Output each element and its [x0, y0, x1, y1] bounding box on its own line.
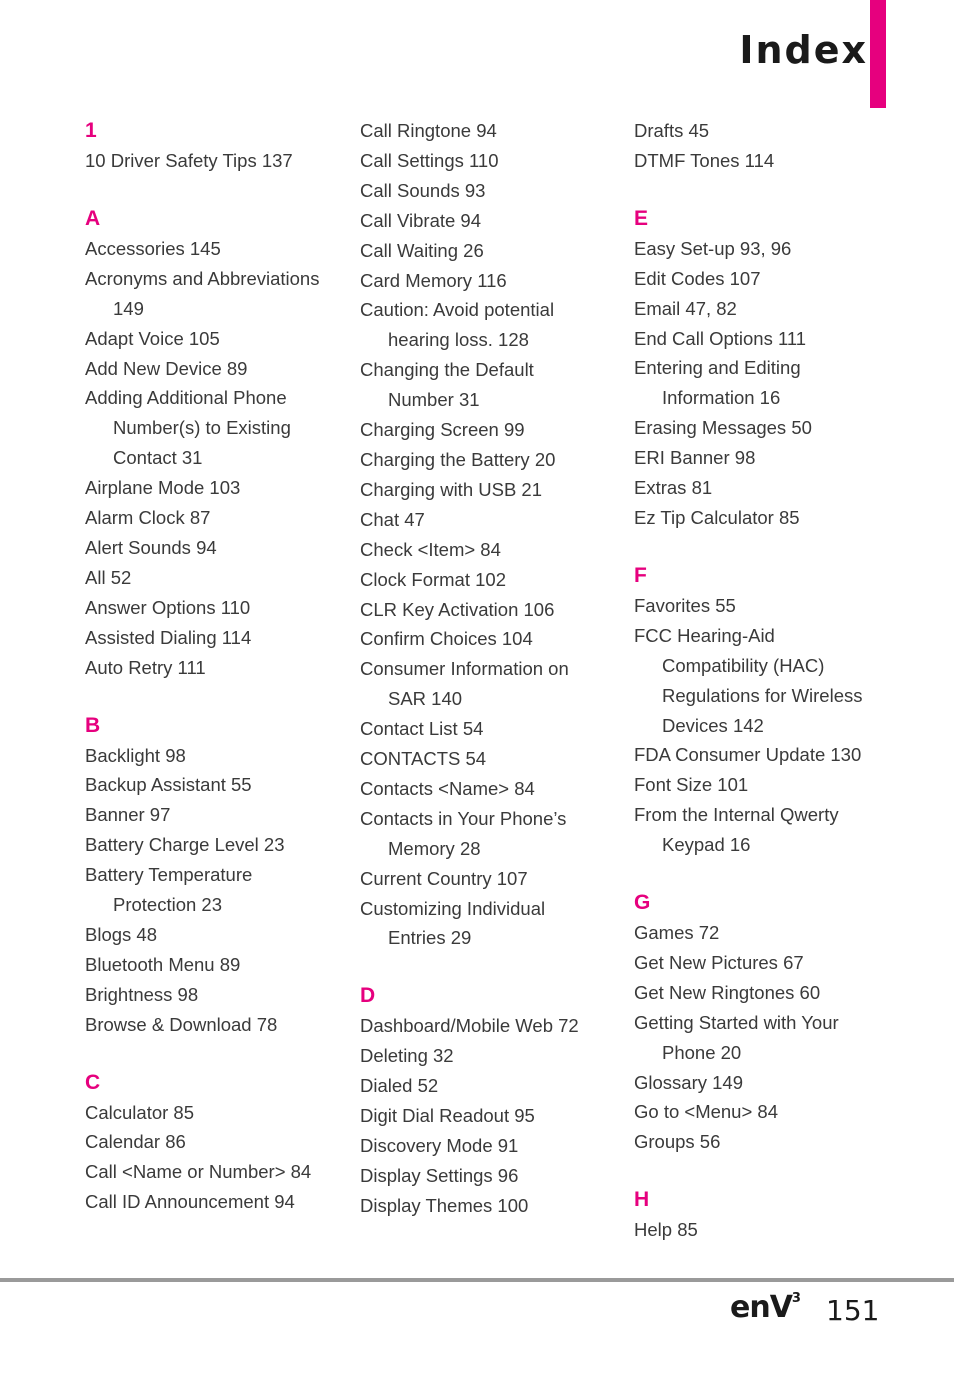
index-entry-text: Call Waiting 26	[360, 239, 484, 261]
index-entry-text: Drafts 45	[634, 120, 710, 141]
index-entry-continuation: Protection 23	[113, 894, 223, 916]
index-entry	[360, 654, 630, 714]
index-entry-text: Easy Set-up 93, 96	[634, 237, 792, 259]
index-entry-text: Alarm Clock 87	[85, 507, 211, 529]
index-entry	[634, 264, 904, 294]
index-column-2	[360, 116, 630, 1221]
index-entry-text: Erasing Messages 50	[634, 417, 812, 439]
index-entry-text: CONTACTS 54	[360, 748, 487, 770]
index-entry	[360, 146, 630, 176]
title-accent-bar	[870, 0, 886, 108]
index-entry	[85, 473, 355, 503]
index-entry-text: Extras 81	[634, 477, 713, 499]
index-entry-text: Dashboard/Mobile Web 72	[360, 1015, 579, 1037]
index-entry-text: Confirm Choices 104	[360, 628, 533, 650]
index-entry-text: Clock Format 102	[360, 568, 506, 590]
index-entry	[634, 324, 904, 354]
index-entry-text: Check <Item> 84	[360, 538, 501, 560]
index-entry-text: Favorites 55	[634, 594, 736, 616]
index-entry-text: Contacts <Name> 84	[360, 777, 535, 799]
index-entry	[85, 741, 355, 771]
index-entry	[634, 503, 904, 533]
index-entry	[634, 294, 904, 324]
index-entry	[85, 234, 355, 264]
index-entry-text: Groups 56	[634, 1131, 721, 1153]
index-entry-text: ERI Banner 98	[634, 447, 756, 469]
page-number: 151	[826, 1294, 880, 1327]
index-entry-text: Email 47, 82	[634, 297, 737, 319]
index-entry	[634, 591, 904, 621]
index-entry	[360, 1041, 630, 1071]
index-entry	[360, 415, 630, 445]
index-entry	[360, 864, 630, 894]
index-entry-text: Ez Tip Calculator 85	[634, 506, 800, 528]
index-column-1	[85, 116, 355, 1217]
index-entry	[360, 116, 630, 146]
index-entry-text: Contact List 54	[360, 718, 484, 740]
index-entry	[360, 1161, 630, 1191]
index-entry-text: Battery Temperature	[85, 864, 253, 886]
index-entry-text: Getting Started with Your	[634, 1011, 839, 1033]
index-entry-text: Battery Charge Level 23	[85, 834, 285, 856]
index-entry	[360, 295, 630, 355]
index-entry-text: Changing the Default	[360, 359, 534, 381]
index-entry-continuation: Regulations for Wireless	[662, 684, 863, 706]
index-entry	[360, 535, 630, 565]
index-entry	[360, 595, 630, 625]
index-entry-text: Edit Codes 107	[634, 267, 761, 289]
index-entry	[360, 744, 630, 774]
index-entry-text: Digit Dial Readout 95	[360, 1105, 535, 1127]
index-entry-text: Bluetooth Menu 89	[85, 953, 241, 975]
index-letter-heading: D	[360, 984, 376, 1008]
index-entry	[85, 354, 355, 384]
index-entry-text: Call ID Announcement 94	[85, 1191, 295, 1213]
index-entry	[85, 830, 355, 860]
index-entry-text: Help 85	[634, 1219, 698, 1241]
index-entry-text: Backup Assistant 55	[85, 774, 252, 796]
index-entry-text: DTMF Tones 114	[634, 149, 775, 171]
index-entry	[85, 860, 355, 920]
index-letter-heading: B	[85, 713, 101, 737]
index-entry	[634, 413, 904, 443]
index-entry	[85, 800, 355, 830]
index-entry-text: Dialed 52	[360, 1075, 439, 1097]
index-entry	[360, 774, 630, 804]
index-letter-heading: A	[85, 206, 101, 230]
index-entry-text: Font Size 101	[634, 774, 749, 796]
index-entry	[85, 1098, 355, 1128]
index-entry-text: Entering and Editing	[634, 357, 801, 379]
index-entry-text: Caution: Avoid potential	[360, 299, 555, 321]
index-entry	[85, 1010, 355, 1040]
index-entry-text: Current Country 107	[360, 867, 528, 889]
index-entry-continuation: Phone 20	[662, 1041, 742, 1063]
index-entry-text: Display Settings 96	[360, 1164, 519, 1186]
index-entry-continuation: Compatibility (HAC)	[662, 654, 825, 676]
index-entry-text: Add New Device 89	[85, 357, 248, 379]
index-entry-text: FDA Consumer Update 130	[634, 744, 862, 766]
index-entry-text: Charging the Battery 20	[360, 448, 556, 470]
index-letter-heading: E	[634, 206, 649, 230]
index-entry	[360, 624, 630, 654]
index-entry	[634, 1068, 904, 1098]
index-entry-text: Chat 47	[360, 508, 425, 530]
index-entry	[634, 770, 904, 800]
index-entry-text: Airplane Mode 103	[85, 477, 241, 499]
index-entry	[634, 353, 904, 413]
index-entry	[85, 533, 355, 563]
index-entry-text: Glossary 149	[634, 1071, 743, 1093]
index-entry-continuation: Number(s) to Existing	[113, 417, 291, 439]
index-entry-text: Call <Name or Number> 84	[85, 1161, 312, 1183]
index-entry	[360, 176, 630, 206]
index-entry-continuation: Entries 29	[388, 927, 472, 949]
index-entry-text: Charging with USB 21	[360, 478, 543, 500]
index-entry	[634, 918, 904, 948]
index-entry	[634, 234, 904, 264]
index-entry	[85, 324, 355, 354]
index-entry-text: Browse & Download 78	[85, 1013, 278, 1035]
index-entry-continuation: Keypad 16	[662, 834, 751, 856]
index-entry-text: Discovery Mode 91	[360, 1135, 519, 1156]
index-entry-text: From the Internal Qwerty	[634, 804, 839, 826]
index-entry	[85, 920, 355, 950]
index-entry-text: Adding Additional Phone	[85, 387, 287, 409]
index-entry	[360, 894, 630, 954]
index-entry	[634, 621, 904, 741]
index-entry-text: Brightness 98	[85, 983, 199, 1005]
index-entry-text: Assisted Dialing 114	[85, 626, 252, 648]
index-entry	[360, 1011, 630, 1041]
page-title: Index	[739, 28, 868, 72]
index-entry-text: All 52	[85, 566, 132, 588]
index-entry	[85, 653, 355, 683]
index-entry-text: Blogs 48	[85, 923, 157, 945]
brand-logo: enV$^3$	[730, 1290, 801, 1325]
index-entry	[360, 1191, 630, 1221]
index-entry-text: Call Ringtone 94	[360, 120, 497, 141]
index-entry-text: Deleting 32	[360, 1045, 454, 1067]
index-entry-text: Customizing Individual	[360, 897, 546, 919]
index-entry-text: Accessories 145	[85, 237, 221, 259]
index-entry-text: Answer Options 110	[85, 596, 251, 618]
index-entry-continuation: 149	[113, 297, 144, 319]
index-entry	[360, 236, 630, 266]
index-entry	[85, 770, 355, 800]
index-entry-text: 10 Driver Safety Tips 137	[85, 150, 293, 171]
index-entry-text: Contacts in Your Phone’s	[360, 807, 567, 829]
index-entry-text: Calendar 86	[85, 1131, 186, 1153]
index-entry-text: Get New Pictures 67	[634, 951, 804, 973]
index-entry	[634, 1008, 904, 1068]
index-entry-continuation: hearing loss. 128	[388, 329, 529, 351]
index-entry-text: Go to <Menu> 84	[634, 1101, 778, 1123]
index-entry	[85, 1187, 355, 1217]
index-entry-text: Acronyms and Abbreviations	[85, 267, 320, 289]
index-entry-continuation: Devices 142	[662, 714, 764, 736]
index-entry-text: Calculator 85	[85, 1101, 195, 1123]
index-entry	[634, 146, 904, 176]
index-entry-text: End Call Options 111	[634, 327, 807, 349]
index-entry	[85, 264, 355, 324]
index-entry	[85, 563, 355, 593]
index-entry	[85, 146, 355, 176]
index-entry-text: Call Settings 110	[360, 149, 499, 171]
index-entry	[360, 804, 630, 864]
index-entry	[360, 445, 630, 475]
index-entry	[634, 1215, 904, 1245]
index-entry	[360, 1131, 630, 1161]
index-entry	[360, 206, 630, 236]
index-entry	[360, 355, 630, 415]
index-entry	[634, 473, 904, 503]
index-entry-text: Alert Sounds 94	[85, 536, 217, 558]
index-entry-text: Call Sounds 93	[360, 179, 486, 201]
index-entry-text: Display Themes 100	[360, 1194, 529, 1216]
index-entry-text: Charging Screen 99	[360, 419, 525, 441]
index-entry-text: Call Vibrate 94	[360, 209, 482, 231]
index-entry	[634, 1127, 904, 1157]
footer-divider	[0, 1278, 954, 1282]
index-entry	[360, 475, 630, 505]
index-entry-text: Card Memory 116	[360, 269, 507, 291]
index-entry	[634, 800, 904, 860]
index-entry-continuation: Information 16	[662, 387, 781, 409]
index-entry-text: Consumer Information on	[360, 658, 569, 680]
index-letter-heading: 1	[85, 119, 97, 142]
index-entry	[85, 1127, 355, 1157]
index-entry	[634, 116, 904, 146]
index-entry-continuation: Number 31	[388, 389, 480, 411]
index-entry	[634, 1097, 904, 1127]
index-entry	[360, 505, 630, 535]
index-column-3	[634, 116, 904, 1245]
index-entry-text: Adapt Voice 105	[85, 327, 220, 349]
index-entry	[634, 740, 904, 770]
index-entry	[85, 980, 355, 1010]
index-letter-heading: H	[634, 1188, 650, 1212]
index-letter-heading: G	[634, 891, 651, 915]
index-letter-heading: F	[634, 563, 647, 587]
index-entry	[360, 1071, 630, 1101]
index-entry	[634, 443, 904, 473]
index-entry-text: Games 72	[634, 922, 720, 944]
index-entry	[360, 266, 630, 296]
index-entry-text: CLR Key Activation 106	[360, 598, 555, 620]
index-entry	[634, 978, 904, 1008]
index-entry	[360, 1101, 630, 1131]
index-entry	[634, 948, 904, 978]
index-entry-text: Get New Ringtones 60	[634, 981, 821, 1003]
index-entry	[85, 383, 355, 473]
index-entry-continuation: Contact 31	[113, 447, 203, 469]
index-letter-heading: C	[85, 1070, 101, 1094]
index-entry	[85, 1157, 355, 1187]
index-entry	[85, 593, 355, 623]
index-entry	[360, 565, 630, 595]
index-entry-continuation: Memory 28	[388, 837, 481, 859]
index-entry-text: Banner 97	[85, 804, 171, 826]
index-entry-continuation: SAR 140	[388, 688, 463, 710]
index-entry	[360, 714, 630, 744]
index-entry-text: Backlight 98	[85, 744, 186, 766]
index-entry	[85, 950, 355, 980]
index-entry	[85, 623, 355, 653]
index-entry	[85, 503, 355, 533]
index-entry-text: FCC Hearing-Aid	[634, 624, 775, 646]
index-entry-text: Auto Retry 111	[85, 656, 206, 678]
